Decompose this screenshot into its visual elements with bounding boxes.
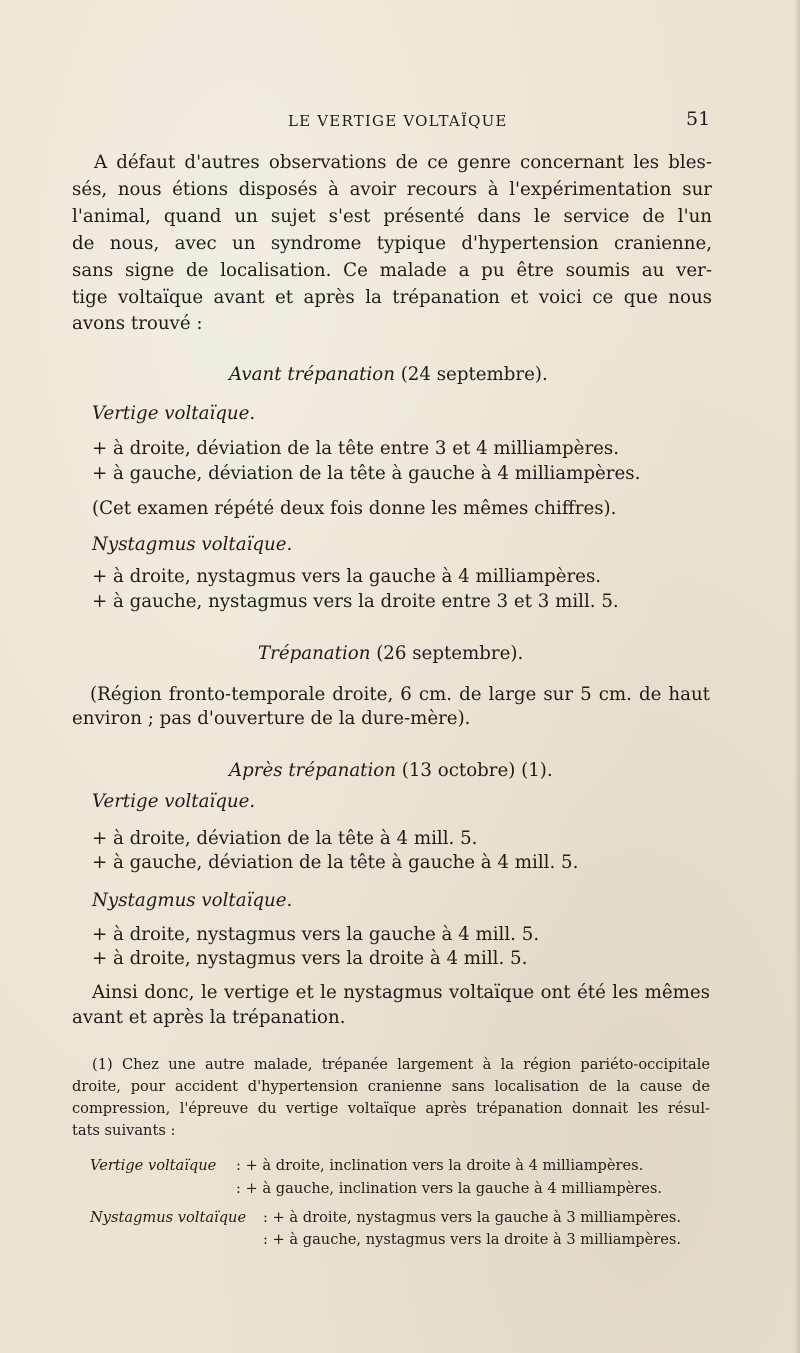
vertige-label: Vertige voltaïque. bbox=[92, 403, 256, 424]
footnote-result-line: : + à droite, nystagmus vers la gauche à 3 milliampères. bbox=[263, 1209, 682, 1226]
footnote-nystagmus-label: Nystagmus voltaïque bbox=[90, 1209, 247, 1226]
trepanation-line: environ ; pas d'ouverture de la dure-mère). bbox=[72, 708, 471, 729]
result-line: + à gauche, déviation de la tête à gauche à 4 milliampères. bbox=[92, 463, 641, 484]
page-number: 51 bbox=[686, 108, 711, 130]
result-line: + à droite, nystagmus vers la gauche à 4 mill. 5. bbox=[92, 924, 540, 945]
footnote-result-line: : + à gauche, nystagmus vers la droite à 3 milliampères. bbox=[263, 1231, 682, 1248]
heading-date: (24 septembre). bbox=[394, 364, 548, 385]
conclusion-line: avant et après la trépanation. bbox=[72, 1007, 346, 1028]
result-line: + à gauche, nystagmus vers la droite entre 3 et 3 mill. 5. bbox=[92, 591, 619, 612]
running-title: LE VERTIGE VOLTAÏQUE bbox=[288, 112, 508, 130]
footnote-line: tats suivants : bbox=[72, 1122, 176, 1139]
intro-line: avons trouvé : bbox=[72, 313, 203, 334]
result-line: + à droite, déviation de la tête entre 3 et 4 milliampères. bbox=[92, 438, 620, 459]
intro-line: tige voltaïque avant et après la trépanation et voici ce que nous bbox=[72, 287, 712, 308]
footnote-line: (1) Chez une autre malade, trépanée largement à la région pariéto-occipitale bbox=[92, 1056, 710, 1073]
result-line: + à gauche, déviation de la tête à gauche à 4 mill. 5. bbox=[92, 852, 579, 873]
heading-date: (26 septembre). bbox=[370, 643, 524, 664]
page-header bbox=[0, 108, 800, 132]
note-line: (Cet examen répété deux fois donne les mêmes chiffres). bbox=[92, 498, 617, 519]
heading-italic: Avant trépanation bbox=[229, 364, 395, 385]
section-heading-trepanation bbox=[258, 645, 523, 663]
intro-line: de nous, avec un syndrome typique d'hypertension cranienne, bbox=[72, 233, 712, 254]
footnote-result-line: : + à gauche, inclination vers la gauche à 4 milliampères. bbox=[236, 1180, 663, 1197]
nystagmus-label: Nystagmus voltaïque. bbox=[92, 534, 293, 555]
footnote-line: droite, pour accident d'hypertension cranienne sans localisation de la cause de bbox=[72, 1078, 710, 1095]
intro-line: A défaut d'autres observations de ce genre concernant les bles- bbox=[94, 152, 712, 173]
section-heading-apres bbox=[229, 762, 553, 780]
trepanation-line: (Région fronto-temporale droite, 6 cm. de large sur 5 cm. de haut bbox=[90, 684, 710, 705]
page-edge-shadow bbox=[794, 0, 800, 1353]
nystagmus-label: Nystagmus voltaïque. bbox=[92, 890, 293, 911]
conclusion-line: Ainsi donc, le vertige et le nystagmus voltaïque ont été les mêmes bbox=[92, 982, 710, 1003]
result-line: + à droite, nystagmus vers la gauche à 4 milliampères. bbox=[92, 566, 602, 587]
heading-italic: Après trépanation bbox=[229, 760, 396, 781]
footnote-vertige-label: Vertige voltaïque bbox=[90, 1157, 217, 1174]
heading-date: (13 octobre) (1). bbox=[395, 760, 553, 781]
intro-line: sans signe de localisation. Ce malade a pu être soumis au ver- bbox=[72, 260, 712, 281]
footnote-result-line: : + à droite, inclination vers la droite à 4 milliampères. bbox=[236, 1157, 644, 1174]
intro-line: sés, nous étions disposés à avoir recours à l'expérimentation sur bbox=[72, 179, 712, 200]
vertige-label: Vertige voltaïque. bbox=[92, 791, 256, 812]
heading-italic: Trépanation bbox=[258, 643, 371, 664]
intro-line: l'animal, quand un sujet s'est présenté dans le service de l'un bbox=[72, 206, 712, 227]
section-heading-avant bbox=[229, 366, 548, 384]
footnote-line: compression, l'épreuve du vertige voltaïque après trépanation donnait les résul- bbox=[72, 1100, 710, 1117]
result-line: + à droite, déviation de la tête à 4 mill. 5. bbox=[92, 828, 478, 849]
result-line: + à droite, nystagmus vers la droite à 4 mill. 5. bbox=[92, 948, 528, 969]
